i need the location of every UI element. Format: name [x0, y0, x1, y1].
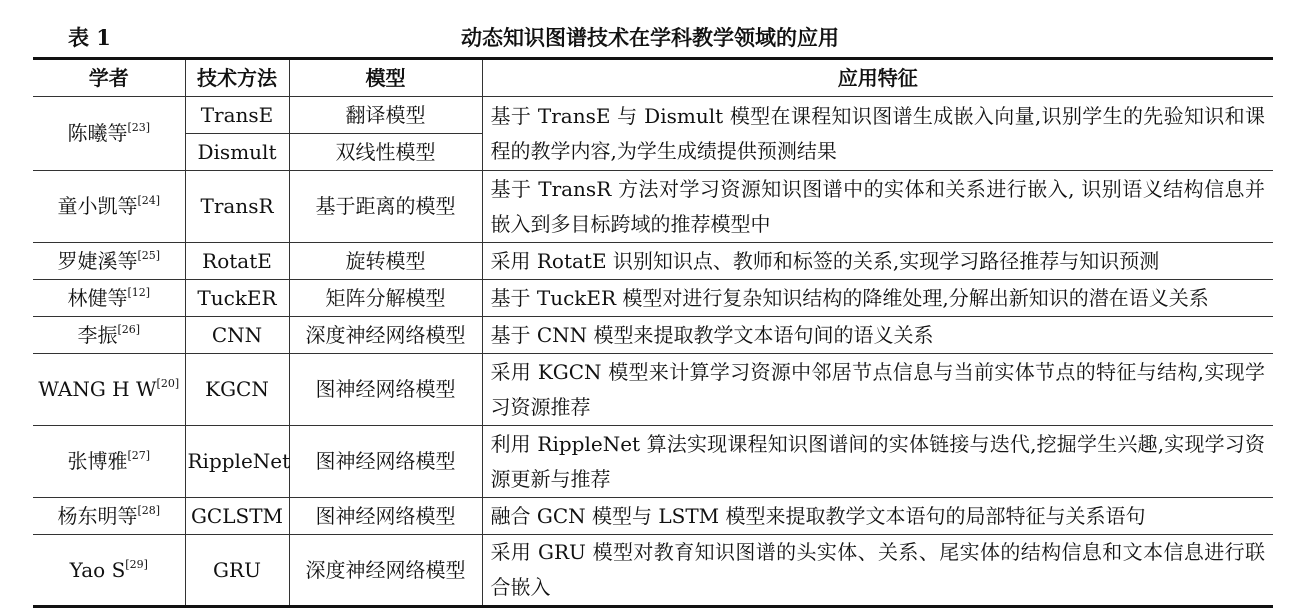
table-row [33, 426, 1273, 498]
reference-mark: [27] [127, 449, 151, 462]
table-row [33, 498, 1273, 535]
header-scholar: 学者 [33, 59, 185, 97]
model-cell: 基于距离的模型 [289, 171, 482, 243]
feature-cell: 利用 RippleNet 算法实现课程知识图谱间的实体链接与迭代,挖掘学生兴趣,实现学习资源更新与推荐 [482, 426, 1273, 498]
table-row [33, 535, 1273, 607]
applications-table [33, 57, 1273, 608]
method-cell: GRU [185, 535, 289, 607]
scholar-cell [33, 280, 185, 317]
reference-mark: [12] [127, 285, 151, 299]
reference-mark: [23] [127, 121, 151, 134]
scholar-cell [33, 426, 185, 498]
table-header-row [33, 59, 1273, 97]
method-cell: Dismult [185, 134, 289, 171]
header-model: 模型 [289, 59, 482, 97]
feature-cell: 采用 RotatE 识别知识点、教师和标签的关系,实现学习路径推荐与知识预测 [482, 243, 1273, 280]
feature-cell: 基于 CNN 模型来提取教学文本语句间的语义关系 [482, 317, 1273, 354]
reference-mark: [28] [137, 503, 161, 517]
table-row [33, 97, 1273, 134]
method-cell: CNN [185, 317, 289, 354]
reference-mark: [26] [117, 322, 141, 336]
feature-cell: 采用 GRU 模型对教育知识图谱的头实体、关系、尾实体的结构信息和文本信息进行联合嵌入 [482, 535, 1273, 607]
scholar-name: Yao S [69, 557, 126, 582]
model-cell: 旋转模型 [289, 243, 482, 280]
reference-mark: [25] [137, 248, 161, 262]
scholar-name: 罗婕溪等 [57, 248, 138, 273]
scholar-cell [33, 171, 185, 243]
model-cell: 翻译模型 [289, 97, 482, 134]
method-cell: RippleNet [185, 426, 289, 498]
scholar-cell [33, 243, 185, 280]
scholar-name: 张博雅 [67, 449, 128, 473]
reference-mark: [20] [156, 377, 180, 390]
table-row [33, 354, 1273, 426]
table-row [33, 171, 1273, 243]
feature-cell: 采用 KGCN 模型来计算学习资源中邻居节点信息与当前实体节点的特征与结构,实现学习资源推荐 [482, 354, 1273, 426]
model-cell: 深度神经网络模型 [289, 317, 482, 354]
table-row [33, 280, 1273, 317]
method-cell: KGCN [185, 354, 289, 426]
model-cell: 图神经网络模型 [289, 354, 482, 426]
scholar-name: WANG H W [38, 377, 157, 401]
header-method: 技术方法 [185, 59, 289, 97]
table-number: 表 1 [68, 25, 111, 50]
feature-cell: 基于 TransE 与 Dismult 模型在课程知识图谱生成嵌入向量,识别学生的先验知识和课程的教学内容,为学生成绩提供预测结果 [482, 97, 1273, 171]
table-row [33, 243, 1273, 280]
method-cell: RotatE [185, 243, 289, 280]
scholar-cell [33, 498, 185, 535]
scholar-cell [33, 354, 185, 426]
table-caption [0, 18, 1300, 54]
header-feature: 应用特征 [482, 59, 1273, 97]
method-cell: TransR [185, 171, 289, 243]
feature-cell: 基于 TuckER 模型对进行复杂知识结构的降维处理,分解出新知识的潜在语义关系 [482, 280, 1273, 317]
scholar-name: 陈曦等 [67, 121, 128, 145]
feature-cell: 融合 GCN 模型与 LSTM 模型来提取教学文本语句的局部特征与关系语句 [482, 498, 1273, 535]
model-cell: 图神经网络模型 [289, 426, 482, 498]
reference-mark: [29] [125, 557, 148, 571]
model-cell: 双线性模型 [289, 134, 482, 171]
table-row [33, 317, 1273, 354]
model-cell: 深度神经网络模型 [289, 535, 482, 607]
reference-mark: [24] [137, 194, 161, 207]
feature-cell: 基于 TransR 方法对学习资源知识图谱中的实体和关系进行嵌入, 识别语义结构信息并嵌入到多目标跨域的推荐模型中 [482, 171, 1273, 243]
scholar-name: 林健等 [67, 285, 128, 310]
model-cell: 矩阵分解模型 [289, 280, 482, 317]
scholar-cell [33, 97, 185, 171]
model-cell: 图神经网络模型 [289, 498, 482, 535]
method-cell: GCLSTM [185, 498, 289, 535]
scholar-name: 童小凯等 [57, 194, 138, 218]
table-title: 动态知识图谱技术在学科教学领域的应用 [461, 25, 839, 50]
scholar-name: 李振 [77, 322, 118, 347]
method-cell: TransE [185, 97, 289, 134]
method-cell: TuckER [185, 280, 289, 317]
scholar-cell [33, 535, 185, 607]
scholar-name: 杨东明等 [57, 503, 138, 528]
scholar-cell [33, 317, 185, 354]
